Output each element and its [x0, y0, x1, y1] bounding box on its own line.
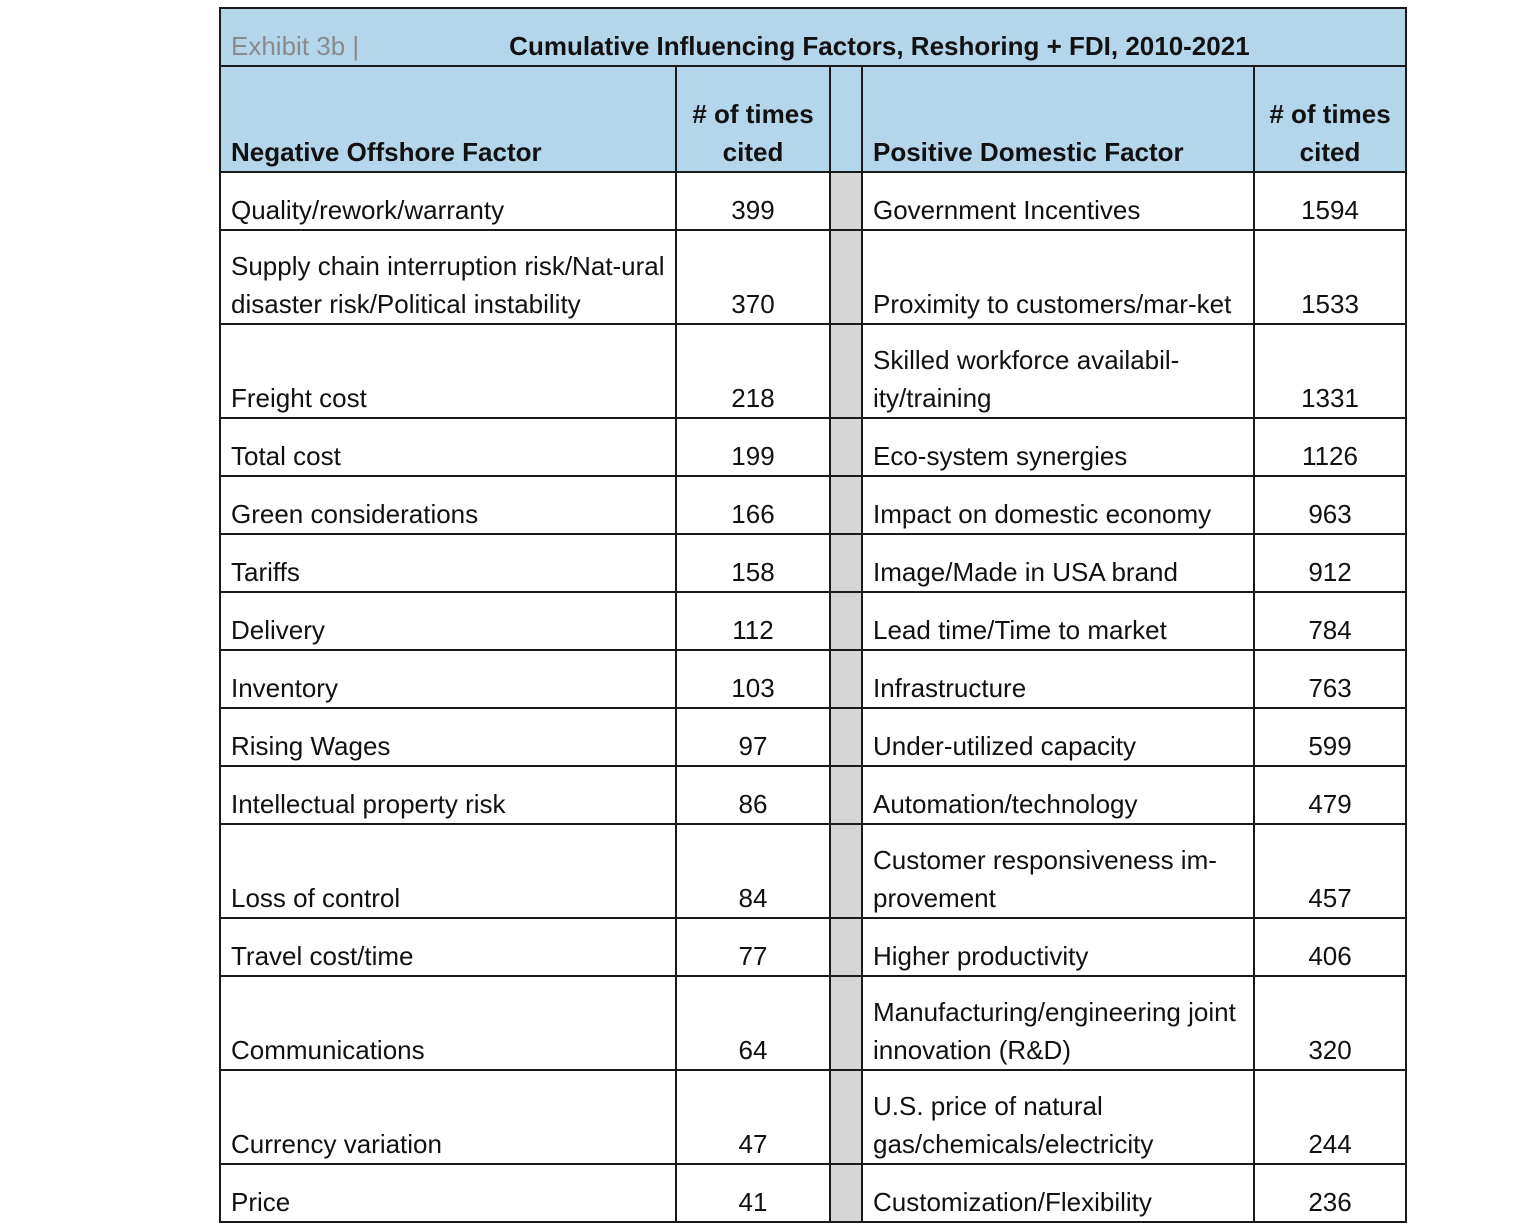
negative-factor-cell: Loss of control — [220, 824, 676, 918]
negative-count-cell: 218 — [676, 324, 830, 418]
spacer-cell — [830, 324, 862, 418]
negative-factor-cell: Travel cost/time — [220, 918, 676, 976]
negative-count-cell: 158 — [676, 534, 830, 592]
negative-count-cell: 112 — [676, 592, 830, 650]
positive-factor-cell: Eco-system synergies — [862, 418, 1254, 476]
table-row — [220, 476, 1406, 534]
positive-count-cell: 784 — [1254, 592, 1406, 650]
factors-table — [219, 7, 1407, 1223]
positive-factor-cell: Image/Made in USA brand — [862, 534, 1254, 592]
spacer-cell — [830, 1164, 862, 1222]
spacer-cell — [830, 172, 862, 230]
spacer-cell — [830, 230, 862, 324]
positive-factor-cell: Impact on domestic economy — [862, 476, 1254, 534]
positive-count-cell: 244 — [1254, 1070, 1406, 1164]
table-row — [220, 650, 1406, 708]
spacer-cell — [830, 1070, 862, 1164]
positive-factor-cell: Higher productivity — [862, 918, 1254, 976]
negative-count-cell: 399 — [676, 172, 830, 230]
positive-count-cell: 406 — [1254, 918, 1406, 976]
spacer-cell — [830, 476, 862, 534]
negative-factor-cell: Inventory — [220, 650, 676, 708]
table-row — [220, 976, 1406, 1070]
table-row — [220, 172, 1406, 230]
spacer-cell — [830, 824, 862, 918]
negative-factor-cell: Quality/rework/warranty — [220, 172, 676, 230]
positive-count-cell: 963 — [1254, 476, 1406, 534]
negative-count-cell: 199 — [676, 418, 830, 476]
positive-factor-cell: Proximity to customers/mar-ket — [862, 230, 1254, 324]
positive-count-cell: 599 — [1254, 708, 1406, 766]
spacer-cell — [830, 708, 862, 766]
negative-factor-cell: Supply chain interruption risk/Nat-ural disaster risk/Political instability — [220, 230, 676, 324]
positive-factor-cell: Skilled workforce availabil-ity/training — [862, 324, 1254, 418]
negative-factor-cell: Price — [220, 1164, 676, 1222]
positive-count-cell: 1594 — [1254, 172, 1406, 230]
table-row — [220, 534, 1406, 592]
spacer-cell — [830, 650, 862, 708]
positive-count-cell: 479 — [1254, 766, 1406, 824]
table-row — [220, 418, 1406, 476]
negative-factor-cell: Intellectual property risk — [220, 766, 676, 824]
positive-count-cell: 320 — [1254, 976, 1406, 1070]
table-title: Cumulative Influencing Factors, Reshoring + FDI, 2010-2021 — [509, 31, 1250, 61]
positive-count-cell: 912 — [1254, 534, 1406, 592]
negative-factor-cell: Green considerations — [220, 476, 676, 534]
negative-factor-cell: Communications — [220, 976, 676, 1070]
negative-count-cell: 97 — [676, 708, 830, 766]
table-row — [220, 324, 1406, 418]
negative-factor-cell: Currency variation — [220, 1070, 676, 1164]
positive-count-cell: 457 — [1254, 824, 1406, 918]
spacer-cell — [830, 976, 862, 1070]
positive-factor-cell: Automation/technology — [862, 766, 1254, 824]
negative-count-cell: 370 — [676, 230, 830, 324]
spacer-cell — [830, 918, 862, 976]
table-row — [220, 918, 1406, 976]
spacer-cell — [830, 766, 862, 824]
negative-factor-cell: Total cost — [220, 418, 676, 476]
positive-factor-cell: Infrastructure — [862, 650, 1254, 708]
negative-factor-cell: Delivery — [220, 592, 676, 650]
header-negative-count: # of times cited — [676, 66, 830, 172]
title-row — [220, 8, 1406, 66]
header-row — [220, 66, 1406, 172]
spacer-cell — [830, 534, 862, 592]
table-row — [220, 766, 1406, 824]
positive-factor-cell: Lead time/Time to market — [862, 592, 1254, 650]
positive-count-cell: 763 — [1254, 650, 1406, 708]
negative-factor-cell: Freight cost — [220, 324, 676, 418]
exhibit-label: Exhibit 3b | — [231, 31, 360, 61]
negative-count-cell: 41 — [676, 1164, 830, 1222]
table-row — [220, 1070, 1406, 1164]
positive-count-cell: 1533 — [1254, 230, 1406, 324]
positive-count-cell: 1331 — [1254, 324, 1406, 418]
positive-count-cell: 1126 — [1254, 418, 1406, 476]
negative-count-cell: 84 — [676, 824, 830, 918]
table-row — [220, 230, 1406, 324]
positive-factor-cell: U.S. price of natural gas/chemicals/electricity — [862, 1070, 1254, 1164]
positive-factor-cell: Government Incentives — [862, 172, 1254, 230]
table-row — [220, 708, 1406, 766]
negative-count-cell: 64 — [676, 976, 830, 1070]
positive-count-cell: 236 — [1254, 1164, 1406, 1222]
table-row — [220, 1164, 1406, 1222]
negative-count-cell: 103 — [676, 650, 830, 708]
header-positive-count: # of times cited — [1254, 66, 1406, 172]
title-cell — [220, 8, 1406, 66]
positive-factor-cell: Manufacturing/engineering joint innovation (R&D) — [862, 976, 1254, 1070]
positive-factor-cell: Customization/Flexibility — [862, 1164, 1254, 1222]
header-positive-factor: Positive Domestic Factor — [862, 66, 1254, 172]
negative-count-cell: 86 — [676, 766, 830, 824]
table-body — [220, 172, 1406, 1222]
header-negative-factor: Negative Offshore Factor — [220, 66, 676, 172]
negative-factor-cell: Rising Wages — [220, 708, 676, 766]
spacer-cell — [830, 592, 862, 650]
table-row — [220, 824, 1406, 918]
spacer-cell — [830, 418, 862, 476]
negative-count-cell: 77 — [676, 918, 830, 976]
negative-count-cell: 47 — [676, 1070, 830, 1164]
header-spacer — [830, 66, 862, 172]
positive-factor-cell: Under-utilized capacity — [862, 708, 1254, 766]
positive-factor-cell: Customer responsiveness im-provement — [862, 824, 1254, 918]
negative-count-cell: 166 — [676, 476, 830, 534]
table-row — [220, 592, 1406, 650]
negative-factor-cell: Tariffs — [220, 534, 676, 592]
